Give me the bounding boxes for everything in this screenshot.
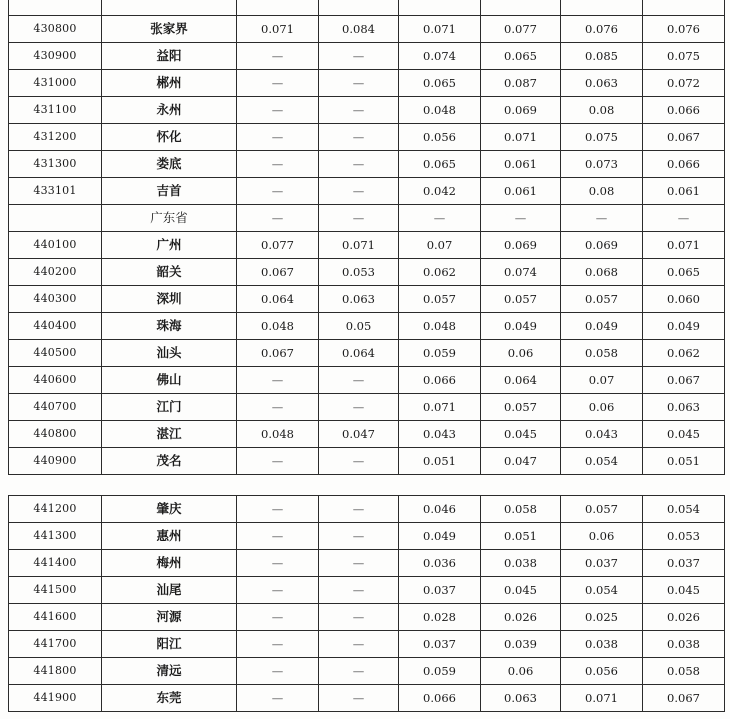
table-row [9,448,725,475]
value-cell: 0.06 [561,523,643,550]
value-cell: 0.051 [481,523,561,550]
city-name-cell: 东莞 [102,685,237,712]
table-block-2 [8,96,725,475]
value-cell: 0.066 [643,151,725,178]
value-cell: 0.065 [399,70,481,97]
value-cell: 0.066 [399,685,481,712]
table-row [9,313,725,340]
value-cell: 0.071 [237,16,319,43]
value-cell: 0.049 [643,313,725,340]
value-cell: 0.057 [561,286,643,313]
value-cell: 0.026 [481,604,561,631]
value-cell: 0.067 [237,259,319,286]
region-code-cell: 441300 [9,523,102,550]
city-name-cell: 梅州 [102,550,237,577]
city-name-cell: 河源 [102,604,237,631]
value-cell: — [237,394,319,421]
region-code-cell: 441700 [9,631,102,658]
value-cell: 0.042 [399,178,481,205]
value-cell: 0.053 [643,523,725,550]
value-cell: 0.08 [561,97,643,124]
value-cell: 0.062 [399,259,481,286]
value-cell: 0.072 [643,70,725,97]
table-row [9,685,725,712]
value-cell: 0.056 [561,658,643,685]
value-cell: — [237,631,319,658]
value-cell: 0.073 [561,151,643,178]
value-cell: 0.067 [237,340,319,367]
value-cell: 0.038 [643,631,725,658]
city-name-cell: 清远 [102,658,237,685]
value-cell: — [319,523,399,550]
value-cell: 0.047 [481,448,561,475]
region-code-cell: 440900 [9,448,102,475]
value-cell: 0.049 [561,313,643,340]
value-cell: 0.05 [319,313,399,340]
province-name-cell: 广东省 [102,205,237,232]
value-cell: 0.049 [481,313,561,340]
value-cell: — [561,205,643,232]
value-cell: — [481,205,561,232]
value-cell: 0.045 [481,577,561,604]
table-row [9,550,725,577]
region-code-cell: 440600 [9,367,102,394]
city-name-cell: 广州 [102,232,237,259]
value-cell: — [237,205,319,232]
city-name-cell [102,0,237,16]
value-cell: 0.061 [481,178,561,205]
city-name-cell: 惠州 [102,523,237,550]
value-cell: 0.066 [643,97,725,124]
value-cell: — [319,631,399,658]
value-cell: 0.051 [643,448,725,475]
value-cell: 0.066 [399,367,481,394]
table-row [9,205,725,232]
value-cell: — [319,577,399,604]
value-cell: 0.028 [399,604,481,631]
value-cell: 0.065 [399,151,481,178]
value-cell: — [319,604,399,631]
table-row [9,151,725,178]
city-name-cell: 佛山 [102,367,237,394]
city-name-cell: 茂名 [102,448,237,475]
region-code-cell: 441600 [9,604,102,631]
value-cell: 0.07 [399,232,481,259]
table-row [9,124,725,151]
value-cell: 0.075 [561,124,643,151]
table-row [9,178,725,205]
value-cell: 0.048 [237,313,319,340]
value-cell: 0.064 [481,367,561,394]
value-cell: 0.069 [481,97,561,124]
value-cell: 0.038 [561,631,643,658]
region-code-cell: 430800 [9,16,102,43]
table-row [9,70,725,97]
region-code-cell: 441400 [9,550,102,577]
value-cell: 0.043 [561,421,643,448]
value-cell: 0.084 [319,16,399,43]
value-cell: 0.06 [481,658,561,685]
value-cell [237,0,319,16]
value-cell: — [237,523,319,550]
value-cell: — [237,97,319,124]
value-cell: 0.071 [399,394,481,421]
city-name-cell: 深圳 [102,286,237,313]
value-cell: 0.07 [561,367,643,394]
value-cell: — [237,604,319,631]
value-cell [481,0,561,16]
region-code-cell: 440500 [9,340,102,367]
region-code-cell [9,205,102,232]
table-row [9,340,725,367]
region-code-cell: 431100 [9,97,102,124]
city-name-cell: 汕尾 [102,577,237,604]
value-cell: 0.071 [561,685,643,712]
value-cell: — [237,178,319,205]
value-cell: — [319,178,399,205]
value-cell: — [237,367,319,394]
table-row [9,421,725,448]
value-cell: — [237,43,319,70]
value-cell: 0.056 [399,124,481,151]
value-cell: — [319,70,399,97]
table-row [9,577,725,604]
value-cell: 0.077 [481,16,561,43]
region-code-cell: 440400 [9,313,102,340]
value-cell: 0.067 [643,685,725,712]
value-cell [643,0,725,16]
table-row [9,232,725,259]
table-row [9,367,725,394]
value-cell: 0.08 [561,178,643,205]
value-cell: 0.038 [481,550,561,577]
value-cell: 0.058 [643,658,725,685]
value-cell: 0.057 [561,496,643,523]
value-cell: 0.037 [561,550,643,577]
region-code-cell: 441800 [9,658,102,685]
region-code-cell: 440200 [9,259,102,286]
value-cell: — [237,448,319,475]
city-name-cell: 汕头 [102,340,237,367]
value-cell: 0.057 [399,286,481,313]
table-block-1 [8,0,725,97]
value-cell [399,0,481,16]
value-cell: 0.036 [399,550,481,577]
city-name-cell: 江门 [102,394,237,421]
value-cell: 0.076 [561,16,643,43]
value-cell: — [319,205,399,232]
value-cell: 0.060 [643,286,725,313]
table-row [9,259,725,286]
value-cell: — [237,550,319,577]
value-cell: — [319,394,399,421]
value-cell: 0.087 [481,70,561,97]
table-row [9,0,725,16]
value-cell: 0.074 [399,43,481,70]
region-code-cell: 431200 [9,124,102,151]
region-code-cell: 441200 [9,496,102,523]
value-cell: 0.065 [643,259,725,286]
value-cell: — [237,685,319,712]
value-cell: — [319,496,399,523]
value-cell: 0.051 [399,448,481,475]
value-cell: — [319,550,399,577]
city-name-cell: 郴州 [102,70,237,97]
value-cell: 0.061 [481,151,561,178]
value-cell: 0.065 [481,43,561,70]
value-cell: 0.059 [399,340,481,367]
value-cell: 0.069 [561,232,643,259]
city-name-cell: 韶关 [102,259,237,286]
value-cell [319,0,399,16]
value-cell: 0.069 [481,232,561,259]
city-name-cell: 肇庆 [102,496,237,523]
value-cell: — [319,685,399,712]
region-code-cell: 430900 [9,43,102,70]
value-cell: 0.063 [319,286,399,313]
value-cell: 0.071 [319,232,399,259]
value-cell: 0.085 [561,43,643,70]
region-code-cell: 440300 [9,286,102,313]
value-cell: 0.075 [643,43,725,70]
value-cell: 0.054 [561,577,643,604]
value-cell: 0.059 [399,658,481,685]
value-cell: 0.06 [481,340,561,367]
value-cell: 0.047 [319,421,399,448]
value-cell: 0.063 [561,70,643,97]
value-cell [561,0,643,16]
value-cell: 0.058 [481,496,561,523]
value-cell: — [319,151,399,178]
value-cell: — [319,124,399,151]
table-row [9,496,725,523]
value-cell: — [399,205,481,232]
table-row [9,16,725,43]
region-code-cell: 441900 [9,685,102,712]
value-cell: 0.054 [561,448,643,475]
value-cell: 0.045 [643,421,725,448]
table-block-3 [8,495,725,712]
value-cell: 0.054 [643,496,725,523]
value-cell: 0.045 [643,577,725,604]
value-cell: — [237,496,319,523]
city-name-cell: 益阳 [102,43,237,70]
city-name-cell: 永州 [102,97,237,124]
value-cell: 0.068 [561,259,643,286]
value-cell: — [237,577,319,604]
value-cell: 0.039 [481,631,561,658]
value-cell: 0.025 [561,604,643,631]
value-cell: 0.071 [643,232,725,259]
region-code-cell: 431000 [9,70,102,97]
value-cell: — [237,658,319,685]
value-cell: 0.057 [481,394,561,421]
region-code-cell: 440100 [9,232,102,259]
value-cell: 0.057 [481,286,561,313]
city-name-cell: 张家界 [102,16,237,43]
value-cell: — [319,367,399,394]
value-cell: 0.067 [643,124,725,151]
value-cell: 0.063 [481,685,561,712]
value-cell: — [237,70,319,97]
value-cell: 0.06 [561,394,643,421]
city-name-cell: 吉首 [102,178,237,205]
table-row [9,97,725,124]
value-cell: — [319,43,399,70]
city-name-cell: 阳江 [102,631,237,658]
region-code-cell: 433101 [9,178,102,205]
value-cell: 0.063 [643,394,725,421]
value-cell: 0.062 [643,340,725,367]
value-cell: 0.048 [399,313,481,340]
value-cell: 0.064 [319,340,399,367]
value-cell: 0.048 [237,421,319,448]
table-row [9,286,725,313]
city-name-cell: 珠海 [102,313,237,340]
value-cell: 0.067 [643,367,725,394]
table-row [9,394,725,421]
table-row [9,631,725,658]
value-cell: — [237,124,319,151]
city-name-cell: 湛江 [102,421,237,448]
region-code-cell: 440700 [9,394,102,421]
table-row [9,658,725,685]
value-cell: 0.037 [399,577,481,604]
region-code-cell: 441500 [9,577,102,604]
value-cell: 0.053 [319,259,399,286]
value-cell: 0.064 [237,286,319,313]
table-row [9,43,725,70]
value-cell: 0.026 [643,604,725,631]
value-cell: 0.076 [643,16,725,43]
value-cell: — [237,151,319,178]
value-cell: 0.058 [561,340,643,367]
value-cell: 0.071 [399,16,481,43]
value-cell: 0.045 [481,421,561,448]
table-row [9,604,725,631]
value-cell: 0.046 [399,496,481,523]
value-cell: 0.071 [481,124,561,151]
value-cell: 0.048 [399,97,481,124]
region-code-cell [9,0,102,16]
table-row [9,523,725,550]
value-cell: 0.037 [399,631,481,658]
value-cell: — [319,448,399,475]
value-cell: 0.074 [481,259,561,286]
city-name-cell: 怀化 [102,124,237,151]
value-cell: — [319,97,399,124]
value-cell: — [643,205,725,232]
value-cell: 0.043 [399,421,481,448]
value-cell: 0.037 [643,550,725,577]
region-code-cell: 431300 [9,151,102,178]
value-cell: 0.061 [643,178,725,205]
value-cell: 0.077 [237,232,319,259]
value-cell: — [319,658,399,685]
city-name-cell: 娄底 [102,151,237,178]
value-cell: 0.049 [399,523,481,550]
region-code-cell: 440800 [9,421,102,448]
